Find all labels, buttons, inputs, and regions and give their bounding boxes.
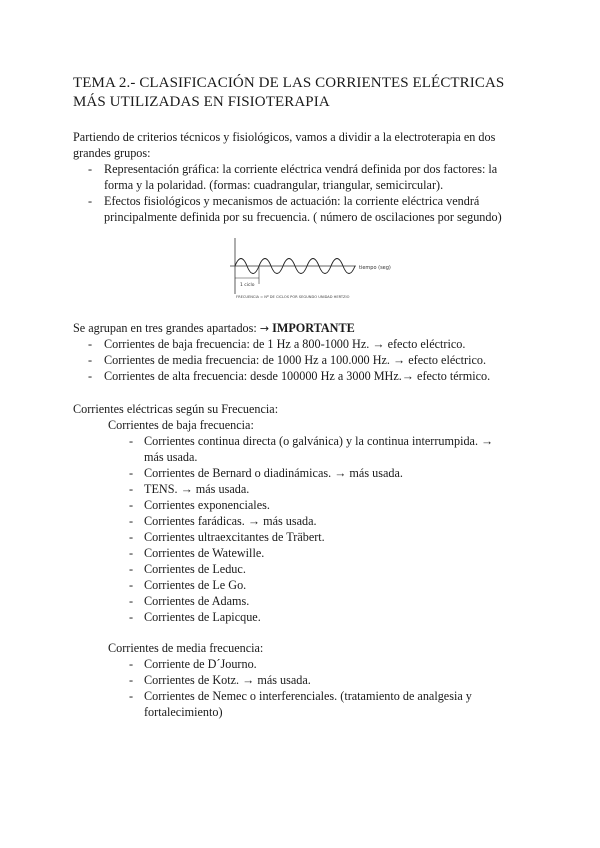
arrow-icon: → — [259, 322, 270, 335]
intro-list — [73, 161, 523, 225]
groups-list — [73, 336, 523, 384]
list-item: - Corrientes de Kotz. → más usada. — [129, 673, 311, 687]
list-item: - TENS. → más usada. — [129, 482, 250, 496]
low-frequency-heading: Corrientes de baja frecuencia: — [108, 418, 254, 432]
list-item: - Corrientes de Le Go. — [129, 578, 247, 592]
list-item: - Corrientes de Nemec o interferenciales. (tratamiento de analgesia y fortalecimiento) — [129, 689, 472, 719]
axis-label: tiempo (seg) — [359, 265, 391, 271]
list-item: - Corrientes exponenciales. — [129, 498, 270, 512]
medium-frequency-list — [108, 656, 513, 720]
page-title: TEMA 2.- CLASIFICACIÓN DE LAS CORRIENTES ELÉCTRICAS MÁS UTILIZADAS EN FISIOTERAPIA — [73, 75, 505, 110]
list-item: - Corrientes de alta frecuencia: desde 100000 Hz a 3000 MHz.→ efecto térmico. — [88, 369, 491, 383]
list-item: - Corrientes de Leduc. — [129, 562, 246, 576]
list-item: - Corrientes de Adams. — [129, 594, 250, 608]
list-item: - Corrientes continua directa (o galvánica) y la continua interrumpida. → más usada. — [129, 434, 494, 464]
list-item: - Corrientes de baja frecuencia: de 1 Hz a 800-1000 Hz. → efecto eléctrico. — [88, 337, 466, 351]
list-item: - Corrientes ultraexcitantes de Träbert. — [129, 530, 325, 544]
list-item: - Corrientes de Watewille. — [129, 546, 265, 560]
list-item: - Corriente de D´Journo. — [129, 657, 257, 671]
frequency-waveform-figure — [226, 236, 406, 302]
intro-section — [73, 129, 523, 225]
frequency-heading: Corrientes eléctricas según su Frecuencia: — [73, 402, 279, 416]
period-label: 1 ciclo — [240, 283, 255, 288]
groups-heading: Se agrupan en tres grandes apartados: → IMPORTANTE — [73, 321, 355, 335]
important-label: IMPORTANTE — [272, 321, 355, 335]
figure-caption: FRECUENCIA = Nº DE CICLOS POR SEGUNDO UNIDAD HERTZIO — [236, 295, 350, 299]
list-item: - Efectos fisiológicos y mecanismos de actuación: la corriente eléctrica vendrá principalmente definida por su frecuencia. ( número de oscilaciones por segundo) — [88, 194, 502, 224]
list-item: - Corrientes de Lapicque. — [129, 610, 261, 624]
list-item: - Corrientes de media frecuencia: de 1000 Hz a 100.000 Hz. → efecto eléctrico. — [88, 353, 487, 367]
list-item: - Representación gráfica: la corriente eléctrica vendrá definida por dos factores: la forma y la polaridad. (formas: cuadrangular, triangular, semicircular). — [88, 162, 498, 192]
list-item: - Corrientes de Bernard o diadinámicas. → más usada. — [129, 466, 403, 480]
list-item: - Corrientes farádicas. → más usada. — [129, 514, 317, 528]
medium-frequency-heading: Corrientes de media frecuencia: — [108, 641, 264, 655]
intro-paragraph: Partiendo de criterios técnicos y fisiológicos, vamos a dividir a la electroterapia en dos grandes grupos: — [73, 130, 496, 160]
low-frequency-list — [108, 433, 513, 625]
